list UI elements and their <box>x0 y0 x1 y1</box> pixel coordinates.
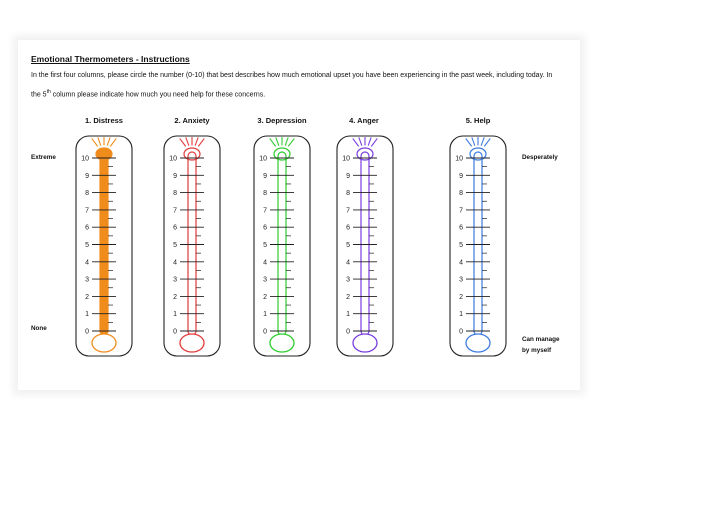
scale-number-depression: 0 <box>263 328 267 336</box>
scale-number-depression: 2 <box>263 293 267 301</box>
scale-number-depression: 4 <box>263 259 267 267</box>
scale-number-help: 8 <box>459 190 463 198</box>
left-label-extreme: Extreme <box>31 154 56 161</box>
scale-number-anger: 6 <box>346 224 350 232</box>
thermometer-title-anxiety: 2. Anxiety <box>174 116 210 125</box>
thermometer-tube-help <box>474 152 482 335</box>
ray-anxiety <box>186 138 189 145</box>
right-label-line2: by myself <box>522 347 552 354</box>
thermometer-tube-distress <box>100 152 108 335</box>
scale-number-distress: 7 <box>85 207 89 215</box>
ray-help <box>472 138 475 145</box>
scale-number-distress: 4 <box>85 259 89 267</box>
ray-distress <box>111 139 116 146</box>
thermometer-tube-anger <box>361 152 369 335</box>
scale-number-anger: 4 <box>346 259 350 267</box>
scale-number-depression: 3 <box>263 276 267 284</box>
scale-number-anger: 7 <box>346 207 350 215</box>
thermometer-bulb-distress <box>92 334 116 352</box>
thermometer-title-help: 5. Help <box>465 116 491 125</box>
scale-number-anger: 5 <box>346 242 350 249</box>
left-label-none: None <box>31 325 47 332</box>
scale-number-anxiety: 4 <box>173 259 177 267</box>
ray-anger <box>368 138 371 145</box>
scale-number-help: 6 <box>459 224 463 232</box>
ray-depression <box>270 139 275 146</box>
ray-distress <box>107 138 110 145</box>
scale-number-anxiety: 7 <box>173 207 177 215</box>
ray-help <box>481 138 484 145</box>
ray-anxiety <box>180 139 185 146</box>
ray-depression <box>289 139 294 146</box>
thermometer-title-anger: 4. Anger <box>349 116 379 125</box>
scale-number-anxiety: 10 <box>169 155 177 163</box>
scale-number-help: 2 <box>459 293 463 301</box>
thermometer-bulb-anxiety <box>180 334 204 352</box>
scale-number-distress: 0 <box>85 328 89 336</box>
scale-number-anxiety: 1 <box>173 311 177 319</box>
thermometer-tube-depression <box>278 152 286 335</box>
scale-number-anxiety: 2 <box>173 293 177 301</box>
scale-number-anger: 8 <box>346 190 350 198</box>
ray-distress <box>98 138 101 145</box>
instructions-part2: column please indicate how much you need help for these concerns. <box>50 91 266 99</box>
right-label-line1: Can manage <box>522 336 560 343</box>
scale-number-anger: 0 <box>346 328 350 336</box>
ray-anger <box>353 139 358 146</box>
scale-number-distress: 5 <box>85 242 89 249</box>
scale-number-help: 10 <box>455 155 463 163</box>
scale-number-depression: 7 <box>263 207 267 215</box>
scale-number-depression: 6 <box>263 224 267 232</box>
scale-number-distress: 6 <box>85 224 89 232</box>
ray-anger <box>372 139 377 146</box>
ray-help <box>485 139 490 146</box>
ray-depression <box>276 138 279 145</box>
scale-number-distress: 1 <box>85 311 89 319</box>
ray-depression <box>285 138 288 145</box>
thermometer-title-depression: 3. Depression <box>257 116 307 125</box>
scale-number-help: 1 <box>459 311 463 319</box>
scale-number-distress: 9 <box>85 172 89 180</box>
scale-number-anxiety: 0 <box>173 328 177 336</box>
thermometer-bulb-help <box>466 334 490 352</box>
scale-number-anger: 10 <box>342 155 350 163</box>
scale-number-anger: 9 <box>346 172 350 180</box>
scale-number-anger: 1 <box>346 311 350 319</box>
right-label-desperately: Desperately <box>522 154 558 161</box>
scale-number-depression: 9 <box>263 172 267 180</box>
thermometer-tube-anxiety <box>188 152 196 335</box>
thermometer-title-distress: 1. Distress <box>85 116 123 125</box>
scale-number-help: 7 <box>459 207 463 215</box>
scale-number-distress: 3 <box>85 276 89 284</box>
ray-anxiety <box>199 139 204 146</box>
page-title: Emotional Thermometers - Instructions <box>31 54 190 64</box>
scale-number-anxiety: 6 <box>173 224 177 232</box>
ray-anxiety <box>195 138 198 145</box>
scale-number-distress: 2 <box>85 293 89 301</box>
scale-number-anxiety: 8 <box>173 190 177 198</box>
ray-anger <box>359 138 362 145</box>
ray-distress <box>92 139 97 146</box>
thermometer-bulb-depression <box>270 334 294 352</box>
scale-number-anger: 3 <box>346 276 350 284</box>
instructions-superscript: th <box>46 89 51 95</box>
scale-number-anger: 2 <box>346 293 350 301</box>
scale-number-help: 0 <box>459 328 463 336</box>
scale-number-anxiety: 9 <box>173 172 177 180</box>
scale-number-help: 9 <box>459 172 463 180</box>
scale-number-help: 3 <box>459 276 463 284</box>
ray-help <box>466 139 471 146</box>
scale-number-depression: 10 <box>259 155 267 163</box>
scale-number-depression: 1 <box>263 311 267 319</box>
instructions-part1: In the first four columns, please circle the number (0-10) that best describes how much emotional upset you have been experiencing in the past week, including today. In the 5 <box>31 72 553 99</box>
scale-number-depression: 5 <box>263 242 267 249</box>
scale-number-distress: 10 <box>81 155 89 163</box>
scale-number-depression: 8 <box>263 190 267 198</box>
scale-number-distress: 8 <box>85 190 89 198</box>
scale-number-anxiety: 5 <box>173 242 177 249</box>
scale-number-help: 4 <box>459 259 463 267</box>
scale-number-help: 5 <box>459 242 463 249</box>
scale-number-anxiety: 3 <box>173 276 177 284</box>
thermometer-bulb-anger <box>353 334 377 352</box>
